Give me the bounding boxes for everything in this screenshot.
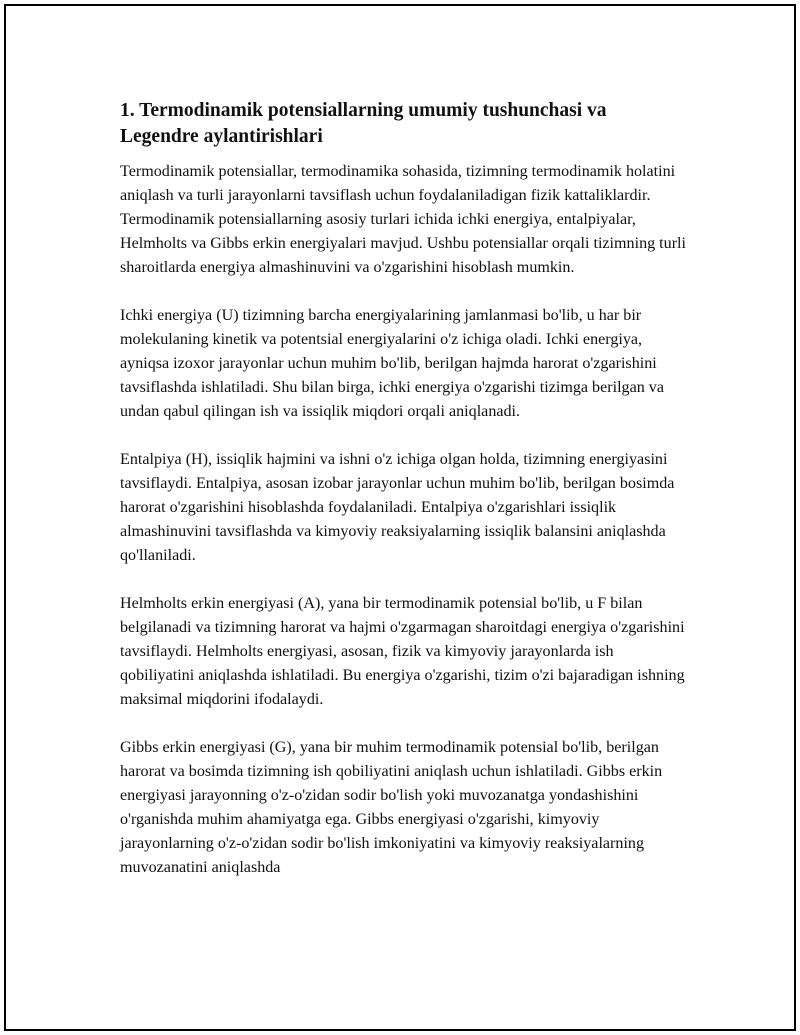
section-title: 1. Termodinamik potensiallarning umumiy tushunchasi va Legendre aylantirishlari <box>120 100 607 147</box>
document-content <box>120 98 690 904</box>
paragraph-enthalpy: Entalpiya (H), issiqlik hajmini va ishni o'z ichiga olgan holda, tizimning energiyasini tavsiflaydi. Entalpiya, asosan izobar jarayonlar uchun muhim bo'lib, berilgan bosimda harorat o'zgarishini hisoblashda foydalaniladi. Entalpiya o'zgarishlari issiqlik almashinuvini tavsiflashda va kimyoviy reaksiyalarning issiqlik balansini aniqlashda qo'llaniladi. <box>120 451 675 564</box>
paragraph-internal-energy: Ichki energiya (U) tizimning barcha energiyalarining jamlanmasi bo'lib, u har bir molekulaning kinetik va potentsial energiyalarini o'z ichiga oladi. Ichki energiya, ayniqsa izoxor jarayonlar uchun muhim bo'lib, berilgan hajmda harorat o'zgarishini tavsiflashda ishlatiladi. Shu bilan birga, ichki energiya o'zgarishi tizimga berilgan va undan qabul qilingan ish va issiqlik miqdori orqali aniqlanadi. <box>120 307 664 420</box>
paragraph-thermodynamic-potentials: Termodinamik potensiallar, termodinamika sohasida, tizimning termodinamik holatini aniqlash va turli jarayonlarni tavsiflash uchun foydalaniladigan fizik kattaliklardir. Termodinamik potensiallarning asosiy turlari ichida ichki energiya, entalpiyalar, Helmholts va Gibbs erkin energiyalari mavjud. Ushbu potensiallar orqali tizimning turli sharoitlarda energiya almashinuvini va o'zgarishini hisoblash mumkin. <box>120 163 687 276</box>
paragraph-helmholtz-energy: Helmholts erkin energiyasi (A), yana bir termodinamik potensial bo'lib, u F bilan belgilanadi va tizimning harorat va hajmi o'zgarmagan sharoitdagi energiya o'zgarishini tavsiflaydi. Helmholts energiyasi, asosan, fizik va kimyoviy jarayonlarda ish qobiliyatini aniqlashda ishlatiladi. Bu energiya o'zgarishi, tizim o'zi bajaradigan ishning maksimal miqdorini ifodalaydi. <box>120 595 685 708</box>
document-page <box>4 4 796 1031</box>
paragraph-gibbs-energy: Gibbs erkin energiyasi (G), yana bir muhim termodinamik potensial bo'lib, berilgan harorat va bosimda tizimning ish qobiliyatini aniqlash uchun ishlatiladi. Gibbs erkin energiyasi jarayonning o'z-o'zidan sodir bo'lish yoki muvozanatga yondashishini o'rganishda muhim ahamiyatga ega. Gibbs energiyasi o'zgarishi, kimyoviy jarayonlarning o'z-o'zidan sodir bo'lish imkoniyatini va kimyoviy reaksiyalarning muvozanatini aniqlashda <box>120 739 663 876</box>
